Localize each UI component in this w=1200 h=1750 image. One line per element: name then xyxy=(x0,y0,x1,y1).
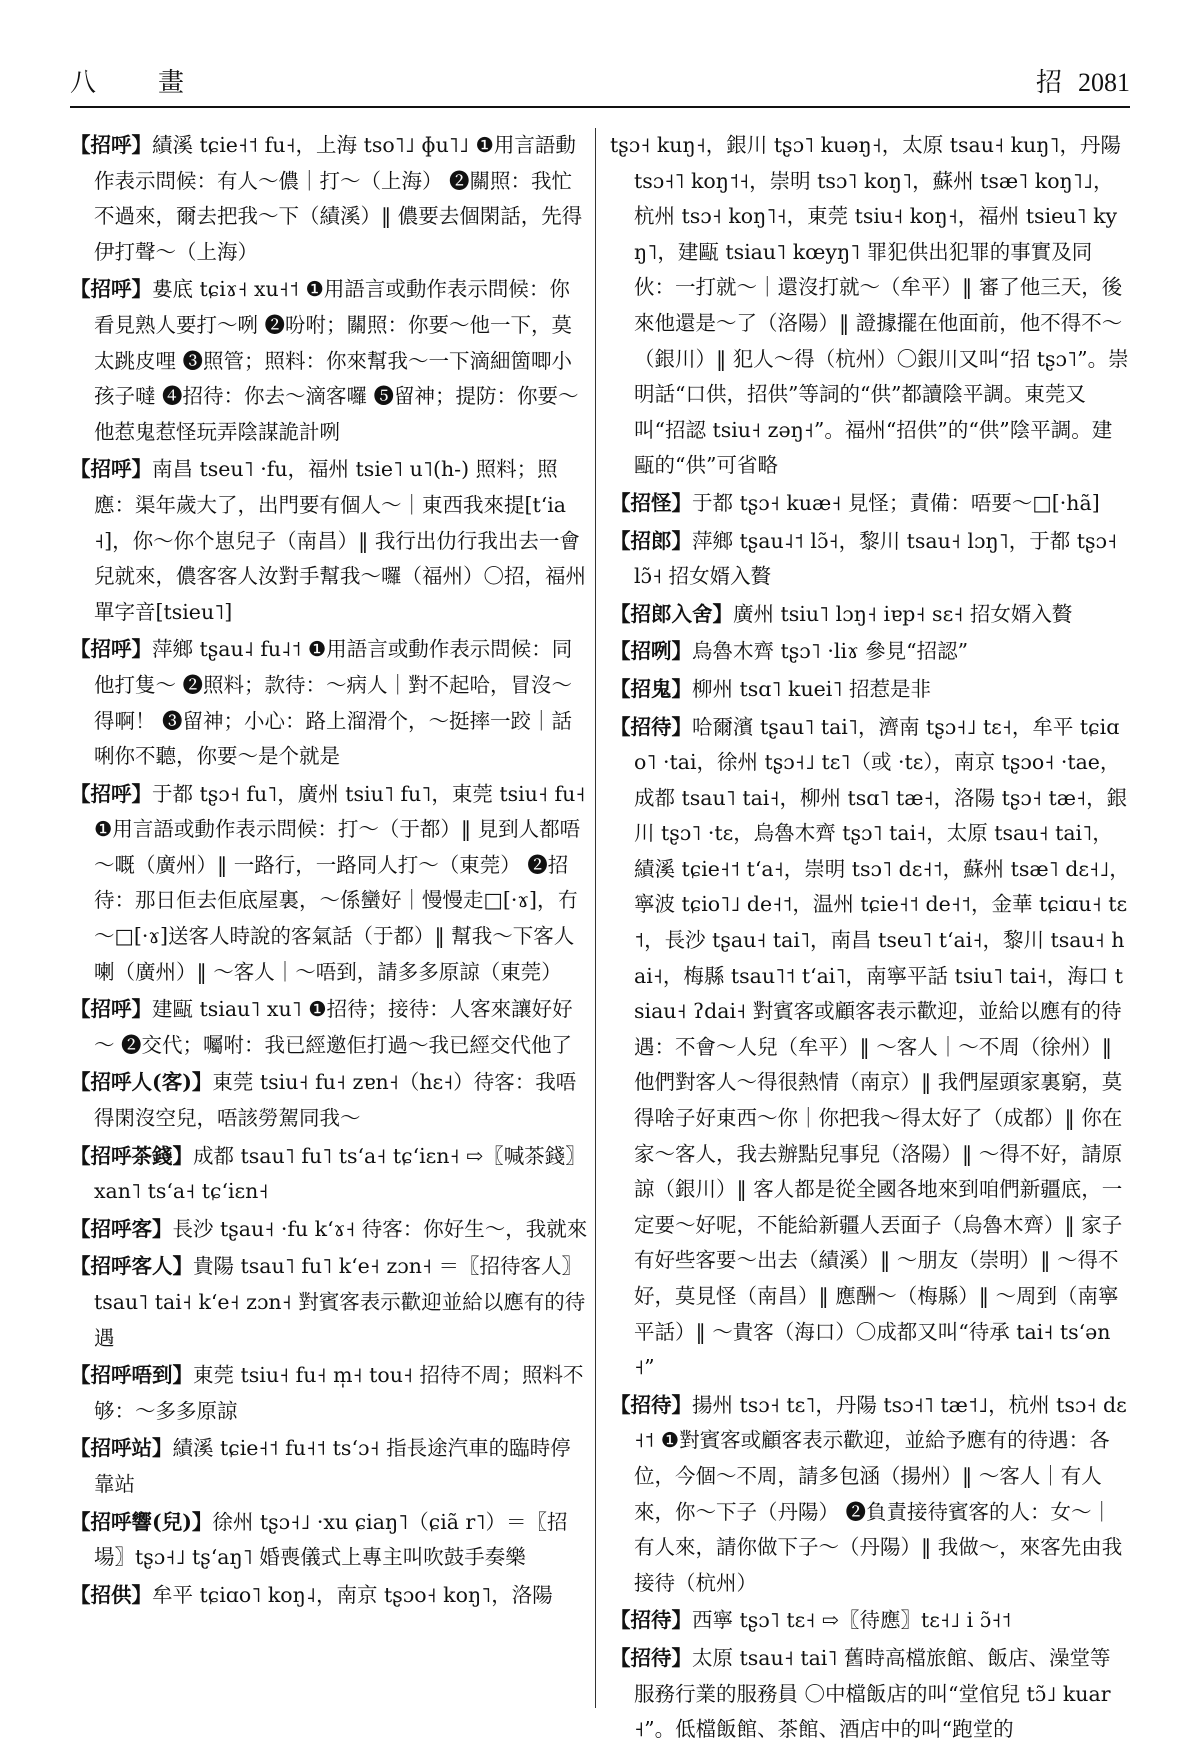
dictionary-entry xyxy=(610,486,1130,522)
entry-text: 東莞 tsiu˧ fu˧ m̩˧ tou˧ 招待不周；照料不够：～多多原諒 xyxy=(94,1363,584,1423)
entry-headword: 【招咧】 xyxy=(610,639,692,664)
dictionary-entry-continued xyxy=(610,128,1130,484)
entry-headword: 【招待】 xyxy=(610,1392,692,1417)
entry-headword: 【招郎】 xyxy=(610,528,692,553)
left-column xyxy=(70,128,590,1615)
page-header xyxy=(70,62,1130,106)
dictionary-entry xyxy=(70,632,590,774)
entry-text: 廣州 tsiu˥ lɔŋ˧ iɐp˧ sɛ˧ 招女婿入贅 xyxy=(733,601,1073,626)
dictionary-entry xyxy=(70,1358,590,1429)
dictionary-entry xyxy=(610,1603,1130,1639)
entry-text: 南昌 tseu˥ ·fu，福州 tsie˥ u˥(h-) 照料；照應：渠年歲大了，出門要有個人～｜東西我來提[tʻia˧]，你～你个崽兒子（南昌）‖ 我行出仂行我出去一會兒就來，儂客客人汝對手幫我～囉（福州）〇招，福州單字音[tsieu˥] xyxy=(94,457,586,624)
dictionary-entry xyxy=(70,1578,590,1614)
dictionary-entry xyxy=(70,272,590,450)
running-head xyxy=(1036,62,1130,99)
dictionary-entry xyxy=(70,1065,590,1136)
entry-headword: 【招呼人(客)】 xyxy=(70,1070,213,1095)
entry-text: 績溪 tɕie˧˦ fu˧，上海 tso˥˩ ɸu˥˩ ❶用言語動作表示問候：有人～儂｜打～（上海） ❷關照：我忙不過來，爾去把我～下（績溪）‖ 儂要去個閑話，先得伊打聲～（上海） xyxy=(94,133,583,264)
entry-text: 成都 tsau˥ fu˥ tsʻa˧ tɕʻiɛn˧ ⇨〖喊茶錢〗xan˥ tsʻa˧ tɕʻiɛn˧ xyxy=(94,1143,586,1204)
dictionary-entry xyxy=(610,710,1130,1386)
dictionary-entry xyxy=(610,672,1130,708)
entry-headword: 【招呼站】 xyxy=(70,1436,173,1461)
entry-headword: 【招鬼】 xyxy=(610,676,692,701)
entry-text: 長沙 tʂau˧ ·fu kʻɤ˧ 待客：你好生～，我就來 xyxy=(172,1216,588,1241)
entry-headword: 【招待】 xyxy=(610,1645,692,1670)
entry-text: 萍鄉 tʂau˨˦ lɔ̃˧，黎川 tsau˧ lɔŋ˥，于都 tʂɔ˧ lɔ̃˧ 招女婿入贅 xyxy=(634,528,1118,589)
entry-text: 烏魯木齊 tʂɔ˥ ·liɤ 參見“招認” xyxy=(692,639,969,664)
entry-headword: 【招呼】 xyxy=(70,277,152,302)
dictionary-entry xyxy=(70,1212,590,1248)
dictionary-entry xyxy=(70,1139,590,1210)
entry-headword: 【招呼響(兒)】 xyxy=(70,1509,213,1534)
entry-text: 貴陽 tsau˥ fu˥ kʻe˧ zɔn˧ ＝〖招待客人〗tsau˥ tai˧ kʻe˧ zɔn˧ 對賓客表示歡迎並給以應有的待遇 xyxy=(94,1254,586,1350)
entry-headword: 【招怪】 xyxy=(610,490,692,515)
entry-headword: 【招待】 xyxy=(610,714,692,739)
entry-text: 西寧 tʂɔ˥ tɛ˧ ⇨〖待應〗tɛ˧˩ i ɔ̃˧˦ xyxy=(692,1608,1012,1633)
dictionary-entry xyxy=(610,634,1130,670)
entry-text: 牟平 tɕiɑo˥ koŋ˨，南京 tʂɔo˧ koŋ˥，洛陽 xyxy=(152,1582,553,1607)
entry-text: 揚州 tsɔ˧ tɛ˥，丹陽 tsɔ˧˥ tæ˦˩，杭州 tsɔ˧ dɛ˧˦ ❶對賓客或顧客表示歡迎，並給予應有的待遇：各位，今個～不周，請多包涵（揚州）‖ ～客人｜有人來，你～下子（丹陽） ❷負責接待賓客的人：女～｜有人來，請你做下子～（丹陽）‖ 我做～，來客先由我接待（杭州） xyxy=(634,1392,1127,1595)
entry-text: 績溪 tɕie˧˦ fu˧˦ tsʻɔ˧ 指長途汽車的臨時停靠站 xyxy=(94,1436,571,1496)
entry-headword: 【招呼茶錢】 xyxy=(70,1143,193,1168)
column-divider xyxy=(595,128,596,1708)
entry-text: 婁底 tɕiɤ˧ xu˧˦ ❶用語言或動作表示問候：你看見熟人要打～咧 ❷吩咐；關照：你要～他一下，莫太跳皮哩 ❸照管；照料：你來幫我～一下滴細箇唧小孩子噠 ❹招待：你去～滴客囉 ❺留神；提防：你要～他惹鬼惹怪玩弄陰謀詭計咧 xyxy=(94,277,579,444)
entry-headword: 【招待】 xyxy=(610,1608,692,1633)
page-number: 2081 xyxy=(1078,68,1130,97)
dictionary-entry xyxy=(610,1641,1130,1748)
entry-text: 萍鄉 tʂau˨ fu˨˦ ❶用語言或動作表示問候：同他打隻～ ❷照料；款待：～病人｜對不起哈，冒沒～得啊！ ❸留神；小心：路上溜滑个，～挺摔一跤｜話唎你不聽，你要～是个就是 xyxy=(94,637,573,769)
entry-headword: 【招呼】 xyxy=(70,637,152,662)
dictionary-entry xyxy=(70,992,590,1063)
entry-text: 哈爾濱 tʂau˥ tai˥，濟南 tʂɔ˧˩ tɛ˧，牟平 tɕiɑo˥ ·tai，徐州 tʂɔ˧˩ tɛ˥（或 ·tɛ），南京 tʂɔo˧ ·tae，成都 tsau˥ tai˧，柳州 tsɑ˥ tæ˧，洛陽 tʂɔ˧ tæ˧，銀川 tʂɔ˥ ·tɛ，烏魯木齊 tʂɔ˥ tai˧，太原 tsau˧ tai˥，績溪 tɕie˧˦ tʻa˧，崇明 tsɔ˥ dɛ˧˦，蘇州 tsæ˥ dɛ˧˩，寧波 tɕio˥˩ de˧˦，温州 tɕie˧˦ de˧˦，金華 tɕiɑu˧ tɛ˦，長沙 tʂau˧ tai˥，南昌 tseu˥ tʻai˧，黎川 tsau˧ hai˧，梅縣 tsau˥˦ tʻai˥，南寧平話 tsiu˥ tai˧，海口 tsiau˧ ʔdai˧ 對賓客或顧客表示歡迎，並給以應有的待遇：不會～人兒（牟平）‖ ～客人｜～不周（徐州）‖ 他們對客人～得很熱情（南京）‖ 我們屋頭家裏窮，莫得啥子好東西～你｜你把我～得太好了（成都）‖ 你在家～客人，我去辦點兒事兒（洛陽）‖ ～得不好，請原諒（銀川）‖ 客人都是從全國各地來到咱們新疆底，一定要～好呢，不能給新疆人丟面子（烏魯木齊）‖ 家子有好些客要～出去（績溪）‖ ～朋友（崇明）‖ ～得不好，莫見怪（南昌）‖ 應酬～（梅縣）‖ ～周到（南寧平話）‖ ～貴客（海口）〇成都又叫“待承 tai˧ tsʻən˧” xyxy=(634,714,1130,1380)
entry-text: 東莞 tsiu˧ fu˧ zɐn˧（hɛ˧）待客：我唔得閑沒空兒，唔該勞駕同我～ xyxy=(94,1070,577,1131)
entry-headword: 【招呼】 xyxy=(70,133,152,157)
dictionary-entry xyxy=(70,452,590,630)
dictionary-entry xyxy=(610,597,1130,633)
entry-headword: 【招呼】 xyxy=(70,997,152,1022)
dictionary-entry xyxy=(70,1431,590,1502)
entry-headword: 【招呼唔到】 xyxy=(70,1363,193,1388)
entry-headword: 【招呼客】 xyxy=(70,1216,173,1241)
running-head-char: 招 xyxy=(1035,68,1062,98)
entry-text: 建甌 tsiau˥ xu˥ ❶招待；接待：人客來讓好好～ ❷交代；囑咐：我已經邀佢打過～我已經交代他了 xyxy=(94,997,573,1057)
entry-headword: 【招呼客人】 xyxy=(70,1254,193,1279)
right-column xyxy=(610,128,1130,1750)
entry-headword: 【招呼】 xyxy=(70,781,152,806)
entry-headword: 【招供】 xyxy=(70,1582,152,1607)
dictionary-entry xyxy=(610,1388,1130,1602)
section-title: 八 畫 xyxy=(70,68,203,98)
entry-text: 于都 tʂɔ˧ kuæ˧ 見怪；責備：唔要～□[·hã] xyxy=(692,490,1100,515)
dictionary-entry xyxy=(610,524,1130,595)
entry-text: 太原 tsau˧ tai˥ 舊時高檔旅館、飯店、澡堂等服務行業的服務員 〇中檔飯店的叫“堂倌兒 tɔ̃˩ kuar˧”。低檔飯館、茶館、酒店中的叫“跑堂的 xyxy=(634,1645,1111,1742)
entry-text: tʂɔ˧ kuŋ˧，銀川 tʂɔ˥ kuəŋ˧，太原 tsau˧ kuŋ˥，丹陽 tsɔ˧˥ koŋ˦˧，崇明 tsɔ˥ koŋ˥，蘇州 tsæ˥ koŋ˥˩，杭州 tsɔ˧ koŋ˥˧，東莞 tsiu˧ koŋ˧，福州 tsieu˥ kyŋ˥，建甌 tsiau˥ kœyŋ˥ 罪犯供出犯罪的事實及同伙：一打就～｜還沒打就～（牟平）‖ 審了他三天，後來他還是～了（洛陽）‖ 證據擺在他面前，他不得不～（銀川）‖ 犯人～得（杭州）〇銀川又叫“招 tʂɔ˥”。崇明話“口供，招供”等詞的“供”都讀陰平調。東莞又叫“招認 tsiu˧ zəŋ˧”。福州“招供”的“供”陰平調。建甌的“供”可省略 xyxy=(610,133,1129,478)
dictionary-entry xyxy=(70,1249,590,1356)
dictionary-entry xyxy=(70,777,590,991)
entry-text: 柳州 tsɑ˥ kuei˥ 招惹是非 xyxy=(692,676,931,701)
dictionary-entry xyxy=(70,128,590,270)
entry-text: 于都 tʂɔ˧ fu˥，廣州 tsiu˥ fu˥，東莞 tsiu˧ fu˧ ❶用言語或動作表示問候：打～（于都）‖ 見到人都唔～嘅（廣州）‖ 一路行，一路同人打～（東莞） ❷招待：那日佢去佢底屋裏，～係蠻好｜慢慢走□[·ɤ]，冇～□[·ɤ]送客人時說的客氣話（于都）‖ 幫我～下客人喇（廣州）‖ ～客人｜～唔到，請多多原諒（東莞） xyxy=(94,781,586,984)
header-rule xyxy=(70,106,1130,108)
entry-headword: 【招呼】 xyxy=(70,457,152,482)
entry-headword: 【招郎入舍】 xyxy=(610,601,733,626)
dictionary-entry xyxy=(70,1505,590,1576)
entry-text: 徐州 tʂɔ˧˩ ·xu ɕiaŋ˥（ɕiã r˥）＝〖招場〗tʂɔ˧˩ tʂʻaŋ˥ 婚喪儀式上專主叫吹鼓手奏樂 xyxy=(94,1509,568,1570)
